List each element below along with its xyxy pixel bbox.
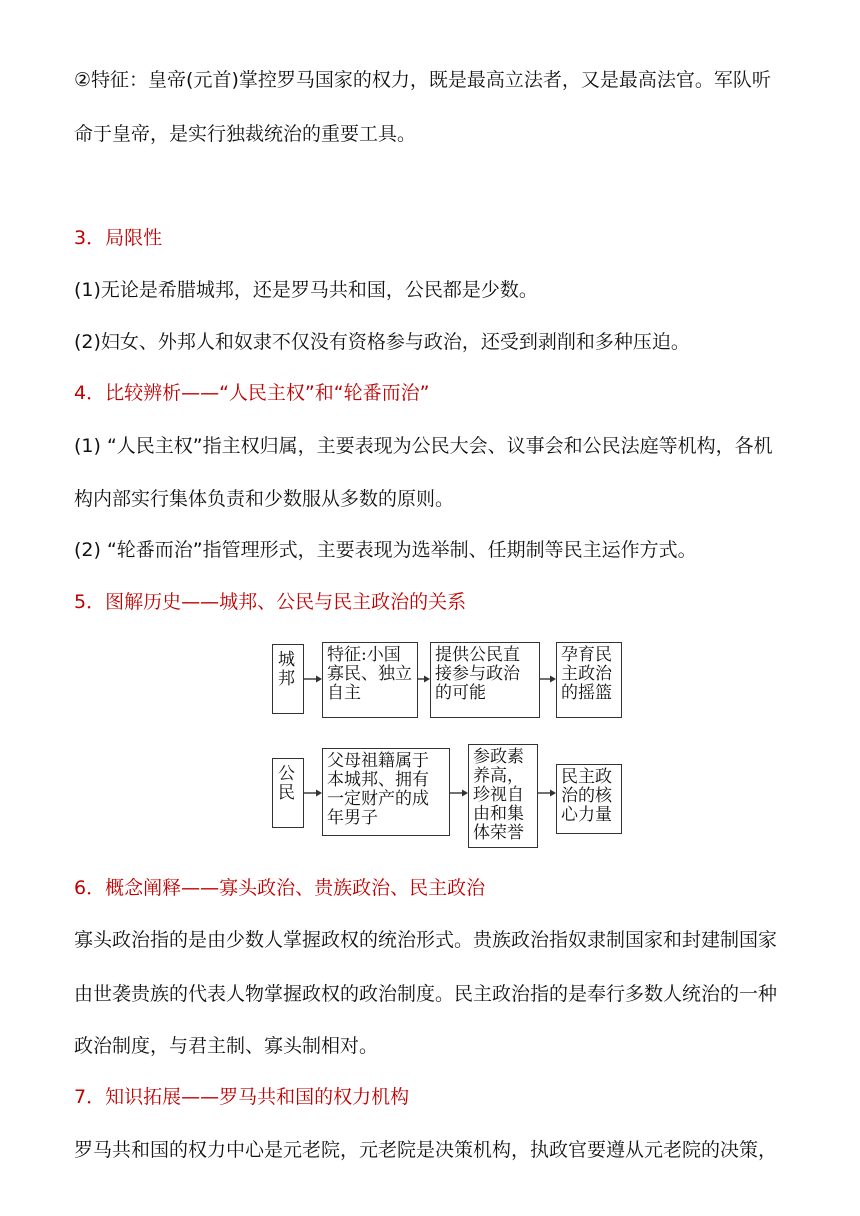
diagram-box-literacy: 参政素养高，珍视自由和集体荣誉 [468, 744, 538, 848]
diagram-box-city-state: 城邦 [272, 644, 304, 714]
section-heading-3: 3．局限性 [74, 227, 163, 249]
relationship-diagram [270, 636, 630, 852]
paragraph-line: (1) “人民主权”指主权归属，主要表现为公民大会、议事会和公民法庭等机构，各机 [74, 435, 773, 457]
diagram-box-participation: 提供公民直接参与政治的可能 [430, 642, 540, 718]
section-heading-6: 6．概念阐释——寡头政治、贵族政治、民主政治 [74, 877, 486, 899]
paragraph-line: (2)妇女、外邦人和奴隶不仅没有资格参与政治，还受到剥削和多种压迫。 [74, 331, 690, 353]
paragraph-line: (2) “轮番而治”指管理形式，主要表现为选举制、任期制等民主运作方式。 [74, 539, 697, 561]
paragraph-line: 由世袭贵族的代表人物掌握政权的政治制度。民主政治指的是奉行多数人统治的一种 [74, 983, 778, 1005]
arrow-icon [540, 674, 556, 684]
diagram-box-cradle: 孕育民主政治的摇篮 [556, 642, 622, 718]
section-heading-5: 5．图解历史——城邦、公民与民主政治的关系 [74, 591, 467, 613]
paragraph-line: 政治制度，与君主制、寡头制相对。 [74, 1035, 379, 1057]
diagram-box-features: 特征:小国寡民、独立自主 [322, 642, 418, 718]
diagram-box-citizen: 公民 [272, 758, 304, 828]
paragraph-line: 寡头政治指的是由少数人掌握政权的统治形式。贵族政治指奴隶制国家和封建制国家 [74, 929, 778, 951]
paragraph-line: 罗马共和国的权力中心是元老院，元老院是决策机构，执政官要遵从元老院的决策， [74, 1139, 778, 1161]
arrow-icon [304, 788, 322, 798]
arrow-icon [450, 788, 468, 798]
diagram-box-qualification: 父母祖籍属于本城邦、拥有一定财产的成年男子 [322, 748, 450, 836]
paragraph-line: (1)无论是希腊城邦，还是罗马共和国，公民都是少数。 [74, 279, 538, 301]
section-heading-4: 4．比较辨析——“人民主权”和“轮番而治” [74, 382, 430, 404]
arrow-icon [538, 788, 556, 798]
section-heading-7: 7．知识拓展——罗马共和国的权力机构 [74, 1086, 410, 1108]
paragraph-line: 命于皇帝，是实行独裁统治的重要工具。 [74, 123, 417, 145]
paragraph-line: ②特征：皇帝(元首)掌控罗马国家的权力，既是最高立法者，又是最高法官。军队听 [74, 69, 771, 91]
diagram-box-core-force: 民主政治的核心力量 [556, 764, 622, 834]
arrow-icon [304, 674, 322, 684]
arrow-icon [418, 674, 430, 684]
paragraph-line: 构内部实行集体负责和少数服从多数的原则。 [74, 488, 455, 510]
